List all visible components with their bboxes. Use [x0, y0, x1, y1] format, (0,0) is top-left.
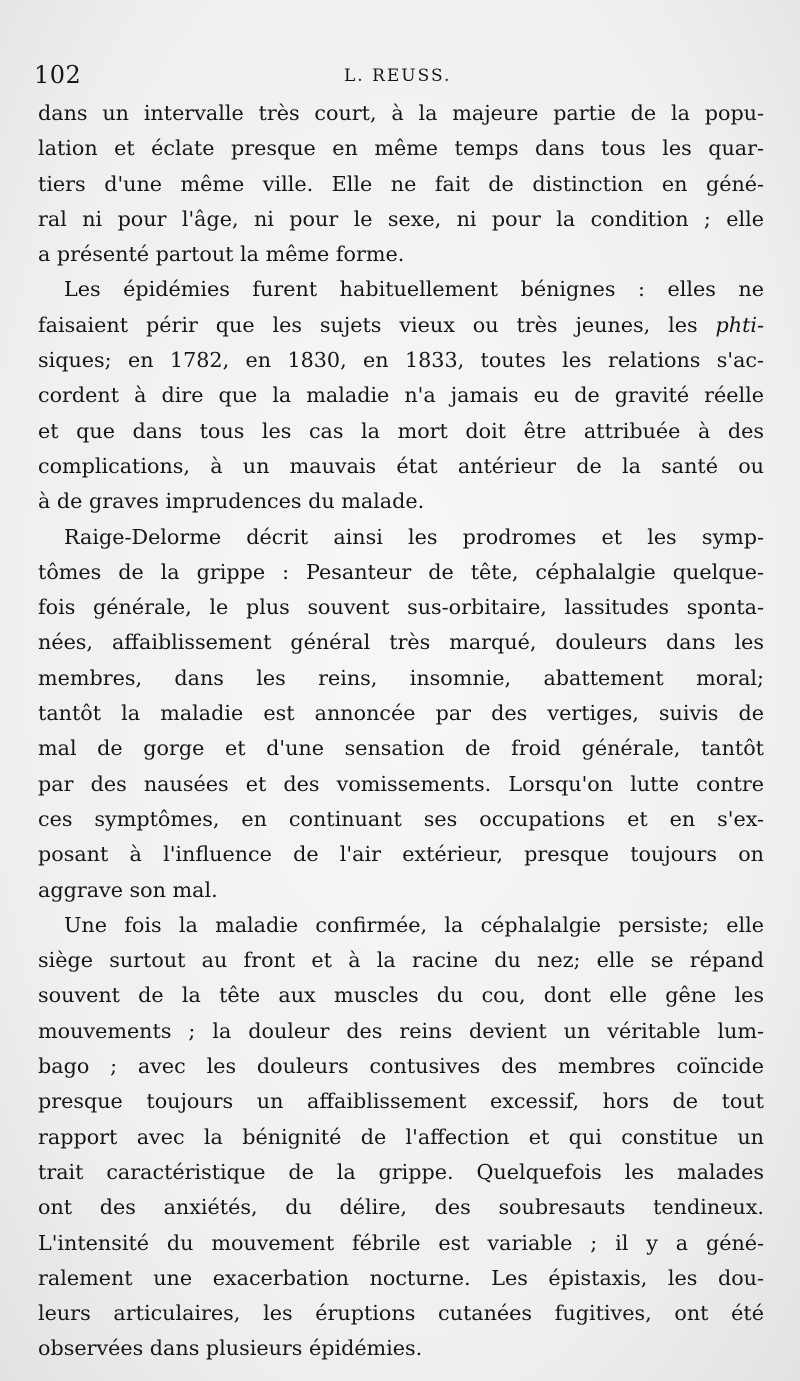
text-line: membres, dans les reins, insomnie, abattement moral;	[38, 665, 764, 690]
text-line: fois générale, le plus souvent sus-orbitaire, lassitudes sponta-	[38, 595, 764, 620]
text-line-with-italic	[38, 308, 764, 343]
text-line: dans un intervalle très court, à la majeure partie de la popu-	[38, 101, 764, 125]
text-line: siège surtout au front et à la racine du nez; elle se répand	[38, 948, 764, 973]
page-header	[34, 58, 764, 92]
text-line: posant à l'influence de l'air extérieur, presque toujours on	[38, 842, 764, 867]
text-fragment: siques; en 1782, en 1830, en 1833, toutes les relations s'ac-	[38, 348, 764, 373]
text-line: bago ; avec les douleurs contusives des membres coïncide	[38, 1054, 764, 1079]
text-line: tantôt la maladie est annoncée par des vertiges, suivis de	[38, 701, 764, 726]
page-number: 102	[34, 61, 82, 89]
text-line: souvent de la tête aux muscles du cou, dont elle gêne les	[38, 983, 764, 1008]
text-line: nées, affaiblissement général très marqué, douleurs dans les	[38, 630, 764, 655]
text-line: Une fois la maladie confirmée, la céphalalgie persiste; elle	[64, 912, 764, 937]
text-line: mal de gorge et d'une sensation de froid générale, tantôt	[38, 736, 764, 761]
text-line: tiers d'une même ville. Elle ne fait de distinction en géné-	[38, 171, 764, 196]
text-line: trait caractéristique de la grippe. Quelquefois les malades	[38, 1159, 764, 1184]
text-line: mouvements ; la douleur des reins devient un véritable lum-	[38, 1018, 764, 1043]
text-line: ces symptômes, en continuant ses occupations et en s'ex-	[38, 806, 764, 831]
text-fragment: faisaient périr que les sujets vieux ou très jeunes, les	[38, 312, 698, 337]
text-line: tômes de la grippe : Pesanteur de tête, céphalalgie quelque-	[38, 559, 764, 584]
text-line: rapport avec la bénignité de l'affection et qui constitue un	[38, 1124, 764, 1149]
text-line: cordent à dire que la maladie n'a jamais eu de gravité réelle	[38, 383, 764, 408]
italic-word: phti-	[715, 312, 764, 337]
text-line: aggrave son mal.	[38, 877, 218, 902]
text-line: ont des anxiétés, du délire, des soubresauts tendineux.	[38, 1195, 764, 1220]
running-head: L. REUSS.	[344, 66, 452, 86]
text-line: Les épidémies furent habituellement bénignes : elles ne	[64, 277, 764, 302]
text-line	[38, 343, 764, 378]
body-text	[38, 96, 764, 1367]
text-line: L'intensité du mouvement fébrile est variable ; il y a géné-	[38, 1230, 764, 1255]
text-line: lation et éclate presque en même temps dans tous les quar-	[38, 136, 764, 161]
text-line: complications, à un mauvais état antérieur de la santé ou	[38, 453, 764, 478]
text-line: observées dans plusieurs épidémies.	[38, 1336, 423, 1361]
text-line: par des nausées et des vomissements. Lorsqu'on lutte contre	[38, 771, 764, 796]
text-line: à de graves imprudences du malade.	[38, 489, 425, 514]
text-line: leurs articulaires, les éruptions cutanées fugitives, ont été	[38, 1301, 764, 1326]
text-line: ralement une exacerbation nocturne. Les épistaxis, les dou-	[38, 1265, 764, 1290]
text-line: presque toujours un affaiblissement excessif, hors de tout	[38, 1089, 764, 1114]
text-line: et que dans tous les cas la mort doit être attribuée à des	[38, 418, 764, 443]
text-line: a présenté partout la même forme.	[38, 242, 405, 267]
text-line: Raige-Delorme décrit ainsi les prodromes et les symp-	[64, 524, 764, 549]
text-line: ral ni pour l'âge, ni pour le sexe, ni pour la condition ; elle	[38, 206, 764, 231]
